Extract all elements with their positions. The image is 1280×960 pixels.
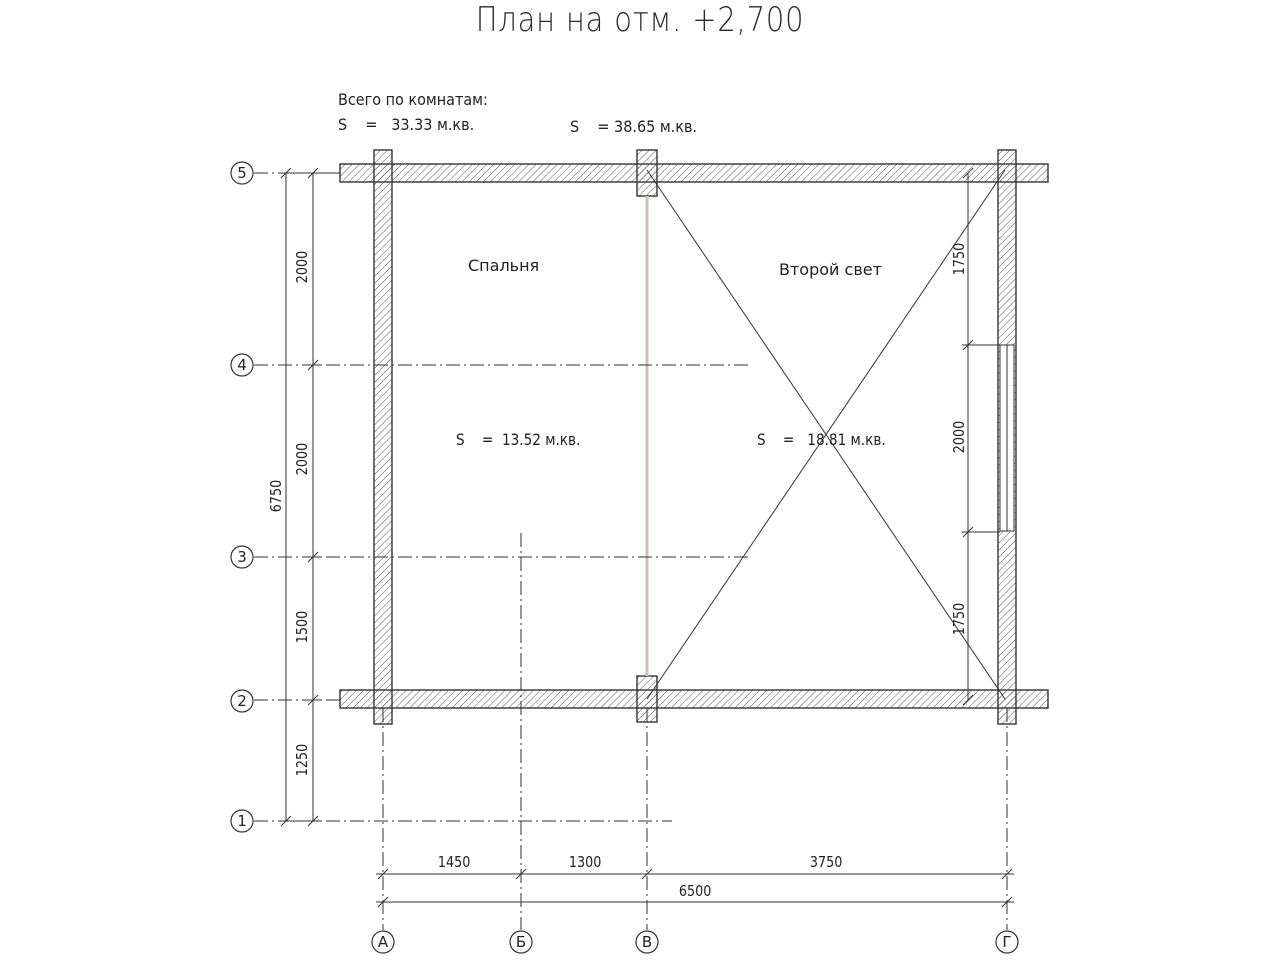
summary-area-2: S = 38.65 м.кв. <box>570 117 697 136</box>
room-area-second-light: S = 18.81 м.кв. <box>757 430 886 449</box>
room-area-bedroom: S = 13.52 м.кв. <box>456 430 581 449</box>
dim-v-total: 6750 <box>267 479 286 513</box>
dim-h-3: 3750 <box>809 853 843 871</box>
axis-row-2: 2 <box>237 692 247 710</box>
dim-h-total: 6500 <box>678 882 712 900</box>
summary-area-1: S = 33.33 м.кв. <box>338 115 475 134</box>
dim-v-3: 1500 <box>293 610 312 644</box>
axis-row-1: 1 <box>237 812 247 830</box>
dim-h-2: 1300 <box>568 853 602 871</box>
room-name-second-light: Второй свет <box>779 260 882 279</box>
dim-v-1: 2000 <box>293 250 312 284</box>
room-name-bedroom: Спальня <box>468 256 540 275</box>
walls <box>340 150 1048 724</box>
wall-bottom <box>340 690 1048 708</box>
axis-row-3: 3 <box>237 548 247 566</box>
axis-col-v: В <box>641 933 653 951</box>
summary-header: Всего по комнатам: <box>338 90 488 109</box>
axis-row-4: 4 <box>237 356 247 374</box>
dim-r-1: 1750 <box>950 242 969 276</box>
window-right <box>1000 345 1014 531</box>
dim-r-2: 2000 <box>950 420 969 454</box>
dim-v-2: 2000 <box>293 442 312 476</box>
axis-col-a: А <box>377 933 389 951</box>
axis-row-5: 5 <box>237 164 247 182</box>
plan-title: План на отм. +2,700 <box>475 0 805 40</box>
dim-v-4: 1250 <box>293 743 312 777</box>
dim-h-1: 1450 <box>437 853 471 871</box>
axis-col-b: Б <box>515 933 527 951</box>
area-summary <box>338 90 697 136</box>
wall-left <box>374 150 392 724</box>
axis-col-g: Г <box>1002 933 1012 951</box>
wall-stub-top-mid <box>637 150 657 196</box>
wall-top <box>340 164 1048 182</box>
dim-r-3: 1750 <box>950 602 969 636</box>
axis-lines <box>254 173 1007 930</box>
